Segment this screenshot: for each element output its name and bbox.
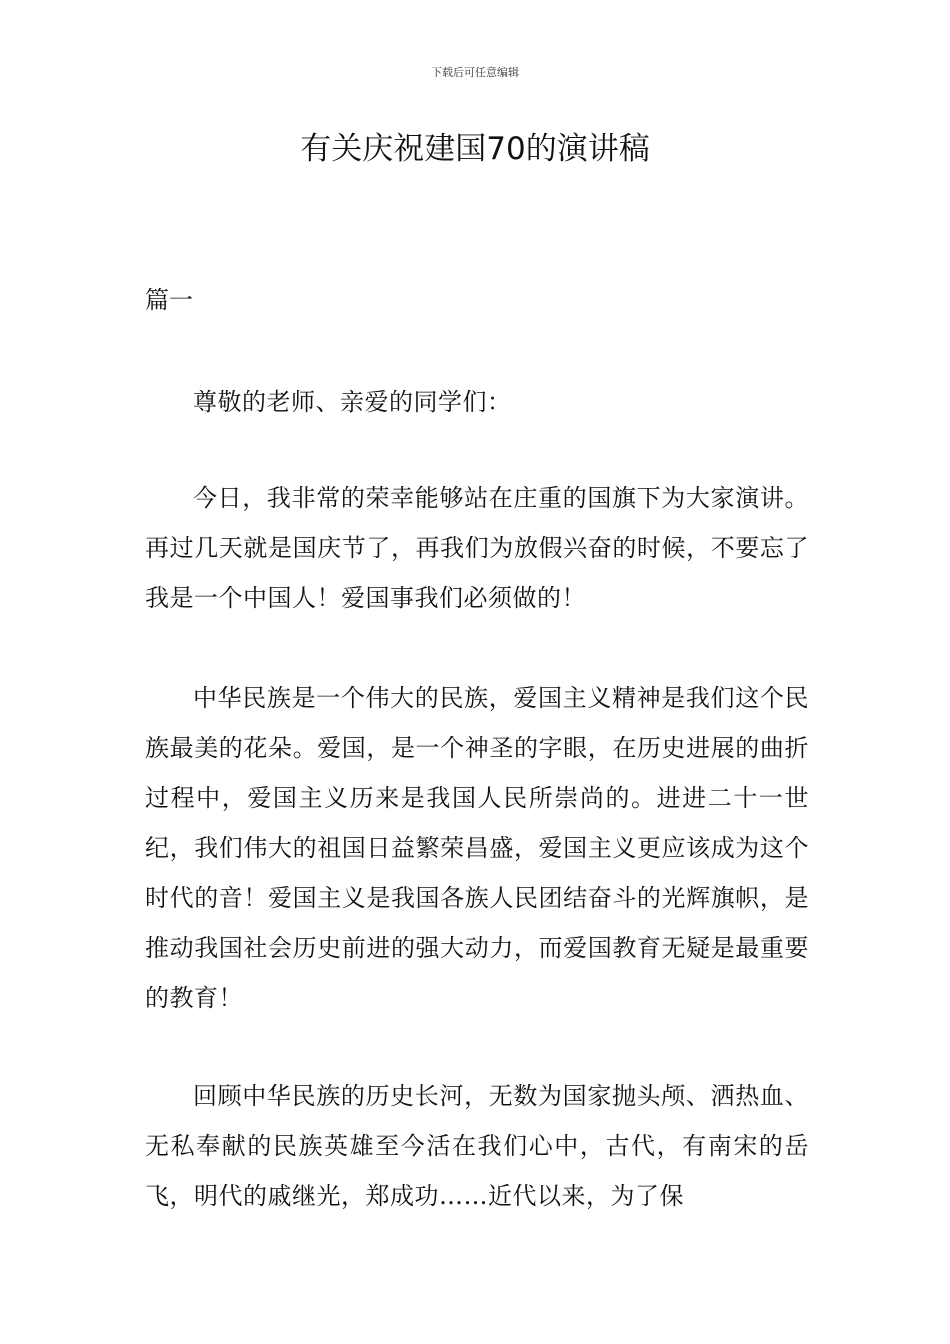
header-note: 下载后可任意编辑 (431, 66, 519, 79)
greeting-paragraph: 尊敬的老师、亲爱的同学们： (193, 388, 512, 416)
document-title: 有关庆祝建国70的演讲稿 (300, 131, 650, 167)
section-label: 篇一 (145, 286, 193, 314)
paragraph-3: 回顾中华民族的历史长河，无数为国家抛头颅、洒热血、无私奉献的民族英雄至今活在我们心中，古代，有南宋的岳飞，明代的戚继光，郑成功……近代以来，为了保 (145, 1082, 809, 1210)
paragraph-1: 今日，我非常的荣幸能够站在庄重的国旗下为大家演讲。再过几天就是国庆节了，再我们为放假兴奋的时候，不要忘了我是一个中国人！爱国事我们必须做的！ (145, 484, 809, 612)
paragraph-2: 中华民族是一个伟大的民族，爱国主义精神是我们这个民族最美的花朵。爱国，是一个神圣的字眼，在历史进展的曲折过程中，爱国主义历来是我国人民所崇尚的。进进二十一世纪，我们伟大的祖国日益繁荣昌盛，爱国主义更应该成为这个时代的音！爱国主义是我国各族人民团结奋斗的光辉旗帜，是推动我国社会历史前进的强大动力，而爱国教育无疑是最重要的教育！ (145, 684, 809, 1012)
